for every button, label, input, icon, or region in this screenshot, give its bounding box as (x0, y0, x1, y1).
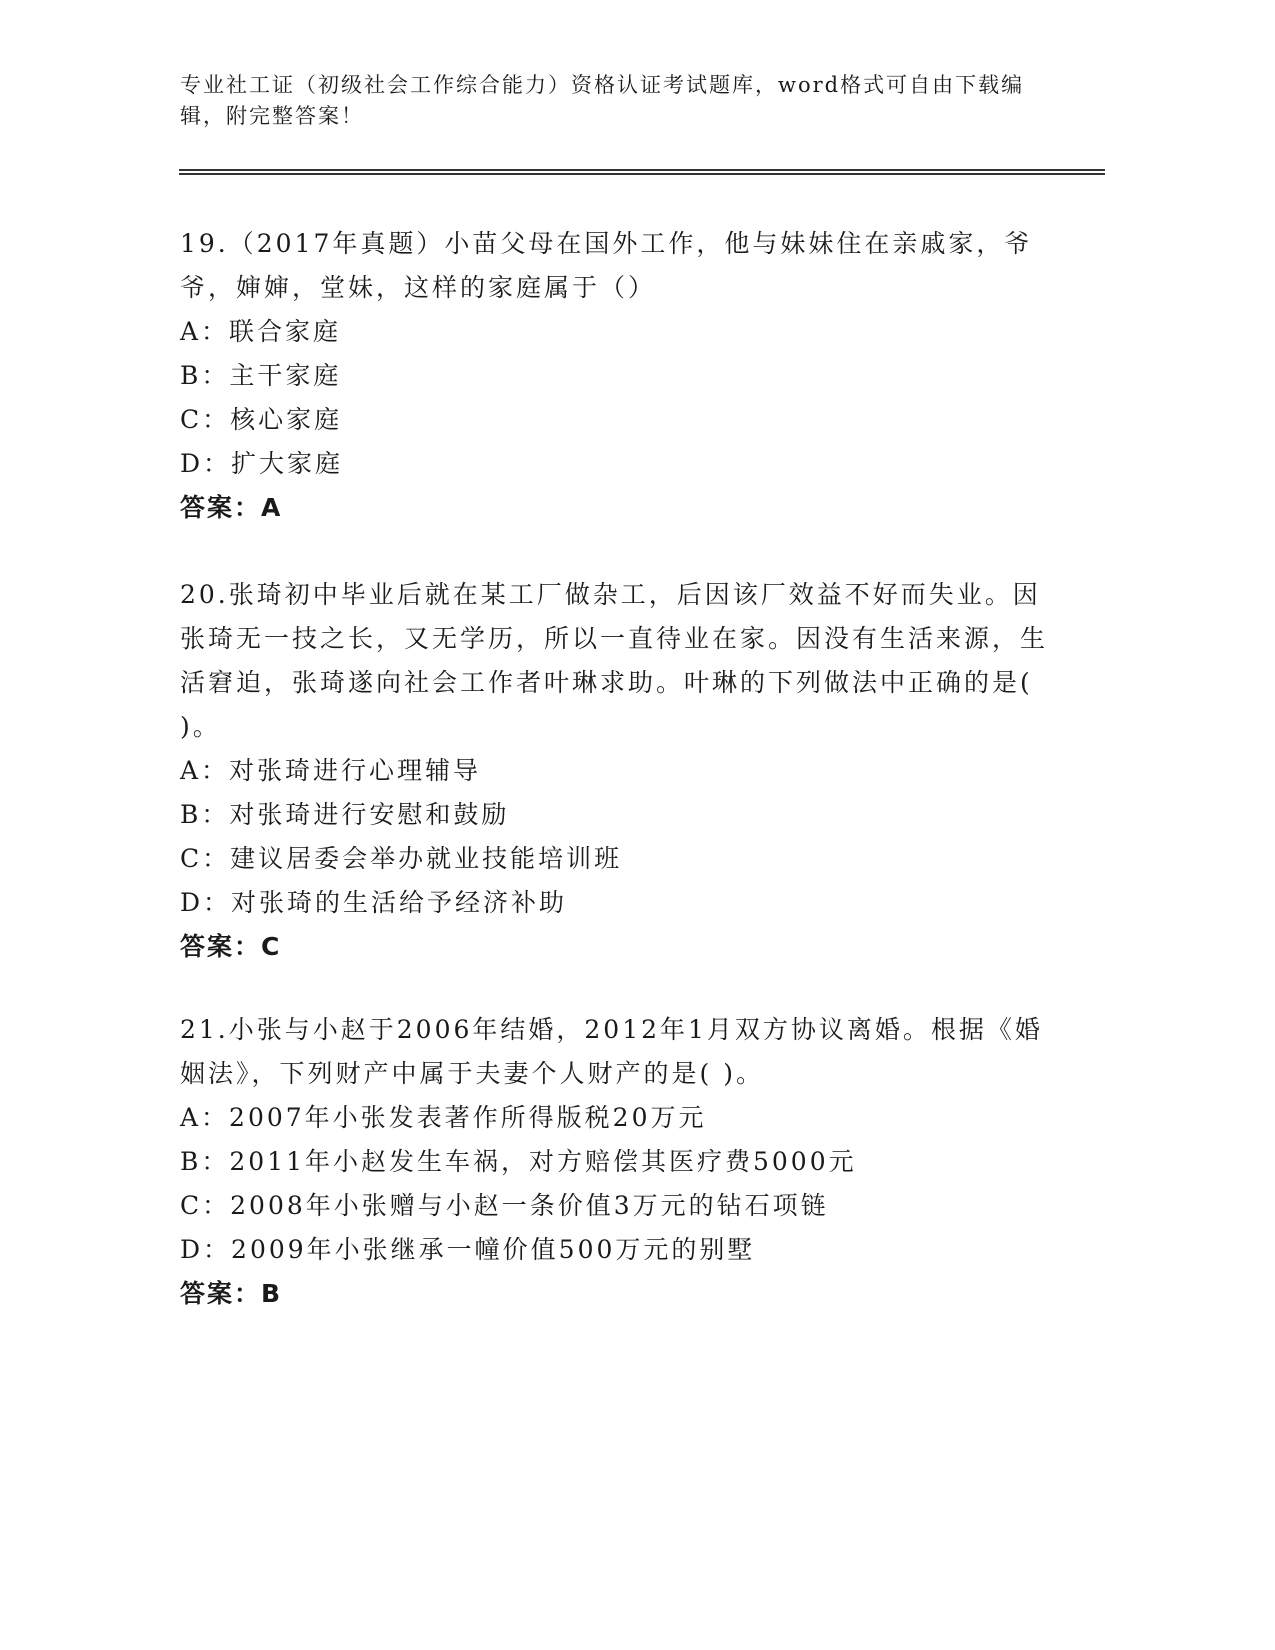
header-rule-bottom (179, 173, 1105, 175)
option-d: D：对张琦的生活给予经济补助 (180, 888, 568, 917)
header-double-rule (179, 169, 1105, 174)
answer-label: 答案：C (180, 932, 282, 961)
option-d: D：扩大家庭 (180, 449, 344, 478)
option-c: C：核心家庭 (180, 405, 343, 434)
option-c: C：2008年小张赠与小赵一条价值3万元的钻石项链 (180, 1191, 829, 1220)
answer-label: 答案：A (180, 493, 283, 522)
document-header: 专业社工证（初级社会工作综合能力）资格认证考试题库，word格式可自由下载编辑，附完整答案！ (180, 73, 1025, 128)
option-c: C：建议居委会举办就业技能培训班 (180, 844, 623, 873)
option-a: A：2007年小张发表著作所得版税20万元 (180, 1103, 707, 1132)
question-stem: 21.小张与小赵于2006年结婚，2012年1月双方协议离婚。根据《婚姻法》，下列财产中属于夫妻个人财产的是( )。 (180, 1015, 1043, 1088)
option-a: A：对张琦进行心理辅导 (180, 756, 482, 785)
option-b: B：2011年小赵发生车祸，对方赔偿其医疗费5000元 (180, 1147, 857, 1176)
option-d: D：2009年小张继承一幢价值500万元的别墅 (180, 1235, 756, 1264)
option-b: B：对张琦进行安慰和鼓励 (180, 800, 510, 829)
question-21 (180, 1008, 1050, 1316)
answer-label: 答案：B (180, 1279, 283, 1308)
option-b: B：主干家庭 (180, 361, 342, 390)
question-19 (180, 222, 1050, 530)
option-a: A：联合家庭 (180, 317, 342, 346)
question-stem: 19.（2017年真题）小苗父母在国外工作，他与妹妹住在亲戚家，爷爷，婶婶，堂妹，这样的家庭属于（） (180, 229, 1033, 302)
question-20 (180, 573, 1050, 969)
question-stem: 20.张琦初中毕业后就在某工厂做杂工，后因该厂效益不好而失业。因张琦无一技之长，又无学历，所以一直待业在家。因没有生活来源，生活窘迫，张琦遂向社会工作者叶琳求助。叶琳的下列做法中正确的是( )。 (180, 580, 1049, 741)
header-rule-top (179, 169, 1105, 171)
